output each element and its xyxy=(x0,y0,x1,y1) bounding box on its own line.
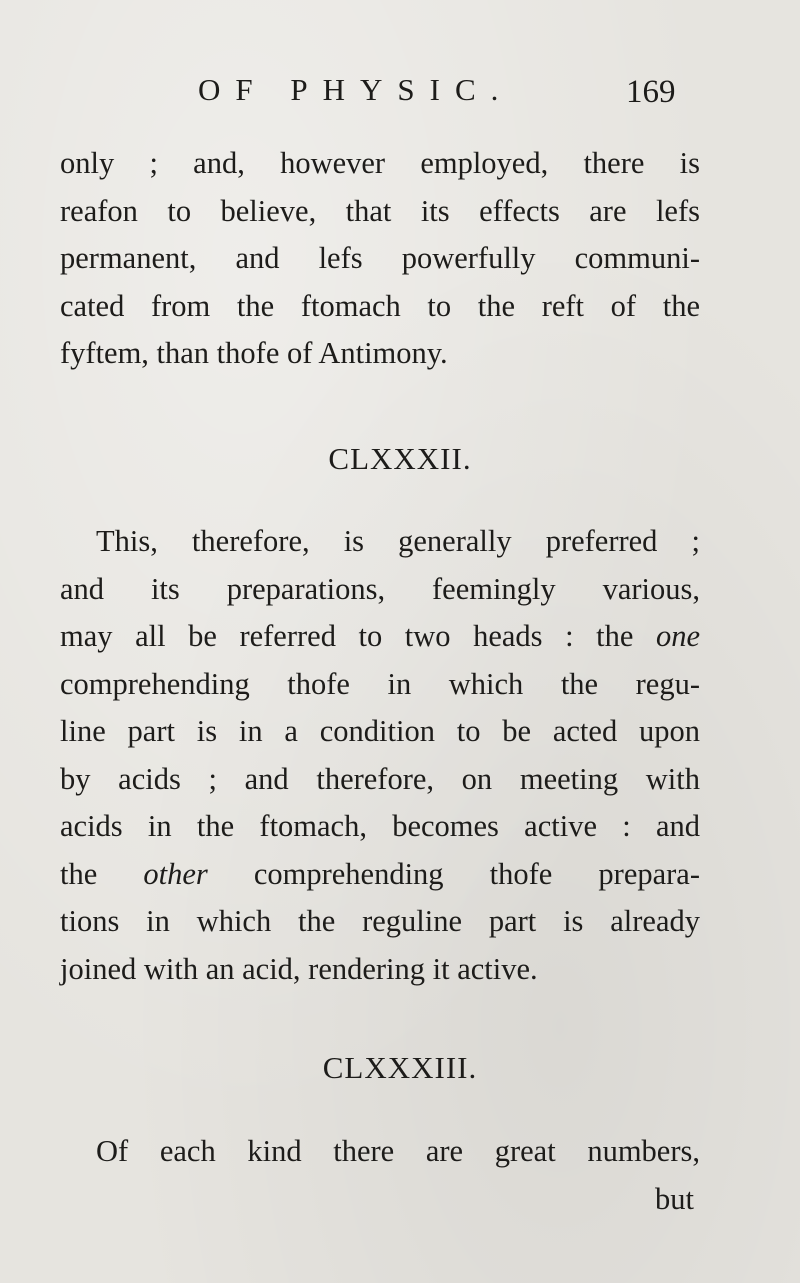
text-line: line part is in a condition to be acted upon xyxy=(60,714,700,748)
running-title: OF PHYSIC. xyxy=(198,72,514,107)
text-line: This, therefore, is generally preferred ; xyxy=(96,524,700,558)
italic-word-one: one xyxy=(655,619,700,653)
text-line: cated from the ftomach to the reft of the xyxy=(60,288,700,323)
text-line xyxy=(60,851,700,899)
text-line: only ; and, however employed, there is xyxy=(60,146,700,180)
text-line: fyftem, than thofe of Antimony. xyxy=(60,336,448,370)
text-line: comprehending thofe in which the regu- xyxy=(60,666,700,701)
catchword: but xyxy=(655,1181,694,1216)
text-segment: comprehending thofe prepara- xyxy=(207,856,700,891)
text-line: joined with an acid, rendering it active. xyxy=(60,951,538,986)
page-header xyxy=(0,72,800,116)
text-line: tions in which the reguline part is already xyxy=(60,904,700,938)
text-line: acids in the ftomach, becomes active : and xyxy=(60,809,700,843)
paragraph-clxxxii xyxy=(60,518,700,993)
paragraph-continuation xyxy=(60,140,700,378)
section-heading-clxxxiii: CLXXXIII. xyxy=(322,1050,478,1085)
text-line xyxy=(60,613,700,661)
italic-word-other: other xyxy=(143,856,208,891)
text-line: permanent, and lefs powerfully communi- xyxy=(60,241,700,275)
text-segment: may all be referred to two heads : the xyxy=(60,619,656,653)
paragraph-clxxxiii xyxy=(60,1128,700,1223)
text-line: by acids ; and therefore, on meeting with xyxy=(60,761,700,796)
text-line: Of each kind there are great numbers, xyxy=(96,1134,700,1168)
section-heading-clxxxii: CLXXXII. xyxy=(328,441,472,476)
text-line: reafon to believe, that its effects are lefs xyxy=(60,193,700,228)
text-line: and its preparations, feemingly various, xyxy=(60,571,700,606)
page-number: 169 xyxy=(626,74,676,110)
text-segment: the xyxy=(60,856,144,891)
